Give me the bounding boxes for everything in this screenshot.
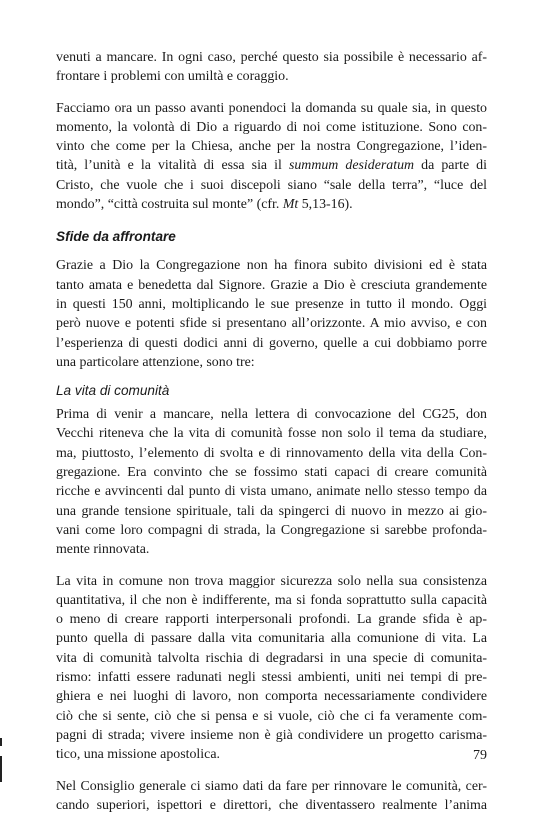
subsection-heading: La vita di comunità bbox=[56, 382, 487, 400]
text-line: Prima di venir a mancare, nella lettera di convocazione del CG25, don bbox=[56, 405, 487, 424]
text-line: ma, piuttosto, l’elemento di svolta e di rinnovamento della vita della Con- bbox=[56, 444, 487, 463]
page-number: 79 bbox=[473, 748, 487, 764]
text-line: rismo: infatti essere radunati negli stessi ambienti, uniti nei tempi di pre- bbox=[56, 668, 487, 687]
italic-term: summum desideratum bbox=[289, 158, 414, 173]
text-line: quantitativa, il che non è indifferente, ma si fonda soprattutto sulla capacità bbox=[56, 591, 487, 610]
text-line: frontare i problemi con umiltà e coraggio. bbox=[56, 67, 487, 86]
binding-mark bbox=[0, 738, 2, 746]
page-body bbox=[56, 48, 487, 815]
text-line: punto quella di passare dalla vita comunitaria alla comunione di vita. La bbox=[56, 629, 487, 648]
body-paragraph bbox=[56, 777, 487, 815]
text-line: tità, l’unità e la vitalità di essa sia il summum desideratum da parte di bbox=[56, 156, 487, 175]
text-line: La vita in comune non trova maggior sicurezza solo nella sua consistenza bbox=[56, 572, 487, 591]
text-line: tico, una missione apostolica. bbox=[56, 745, 487, 764]
text-line: mente rinnovata. bbox=[56, 540, 487, 559]
text-line: cando superiori, ispettori e direttori, che diventassero realmente l’anima bbox=[56, 796, 487, 815]
text-line: Facciamo ora un passo avanti ponendoci la domanda su quale sia, in questo bbox=[56, 99, 487, 118]
text-line: vani come loro compagni di strada, la Congregazione si sarebbe profonda- bbox=[56, 521, 487, 540]
section-heading: Sfide da affrontare bbox=[56, 228, 487, 246]
text-line: venuti a mancare. In ogni caso, perché questo sia possibile è necessario af- bbox=[56, 48, 487, 67]
text-line: Grazie a Dio la Congregazione non ha finora subito divisioni ed è stata bbox=[56, 256, 487, 275]
binding-mark bbox=[0, 756, 2, 782]
text-line: Nel Consiglio generale ci siamo dati da fare per rinnovare le comunità, cer- bbox=[56, 777, 487, 796]
text-line: ghiera e nei luoghi di lavoro, non comporta necessariamente condividere bbox=[56, 687, 487, 706]
text-line: tanto amata e benedetta dal Signore. Grazie a Dio è cresciuta grandemente bbox=[56, 276, 487, 295]
text-line: vinto che come per la Chiesa, anche per la nostra Congregazione, l’iden- bbox=[56, 137, 487, 156]
body-paragraph bbox=[56, 256, 487, 372]
text-line: una particolare attenzione, sono tre: bbox=[56, 353, 487, 372]
text-line: l’esperienza di questi dodici anni di governo, quelle a cui dobbiamo porre bbox=[56, 334, 487, 353]
text-line: vita di comunità talvolta rischia di degradarsi in una specie di comunita- bbox=[56, 649, 487, 668]
text-line: una grande tensione spirituale, tali da spingerci di nuovo in mezzo ai gio- bbox=[56, 502, 487, 521]
body-paragraph bbox=[56, 99, 487, 215]
text-line: ciò che si sente, ciò che si pensa e si vuole, ciò che ci fa veramente com- bbox=[56, 707, 487, 726]
text-line: Cristo, che vuole che i suoi discepoli siano “sale della terra”, “luce del bbox=[56, 176, 487, 195]
text-line: gregazione. Era convinto che se fossimo stati capaci di creare comunità bbox=[56, 463, 487, 482]
text-line: o meno di creare rapporti interpersonali profondi. La grande sfida è ap- bbox=[56, 610, 487, 629]
text-line: ricche e avvincenti dal punto di vista umano, animate nello stesso tempo da bbox=[56, 482, 487, 501]
text-line: pagni di strada; vivere insieme non è già condividere un progetto carisma- bbox=[56, 726, 487, 745]
text-line: in questi 150 anni, moltiplicando le sue presenze in tutto il mondo. Oggi bbox=[56, 295, 487, 314]
text-line: momento, la volontà di Dio a riguardo di noi come istituzione. Sono con- bbox=[56, 118, 487, 137]
text-line: mondo”, “città costruita sul monte” (cfr. Mt 5,13-16). bbox=[56, 195, 487, 214]
body-paragraph bbox=[56, 48, 487, 87]
body-paragraph bbox=[56, 572, 487, 765]
text-line: Vecchi riteneva che la vita di comunità fosse non solo il tema da studiare, bbox=[56, 424, 487, 443]
body-paragraph bbox=[56, 405, 487, 559]
italic-term: Mt bbox=[283, 197, 298, 212]
text-line: però nuove e potenti sfide si presentano all’orizzonte. A mio avviso, e con bbox=[56, 314, 487, 333]
